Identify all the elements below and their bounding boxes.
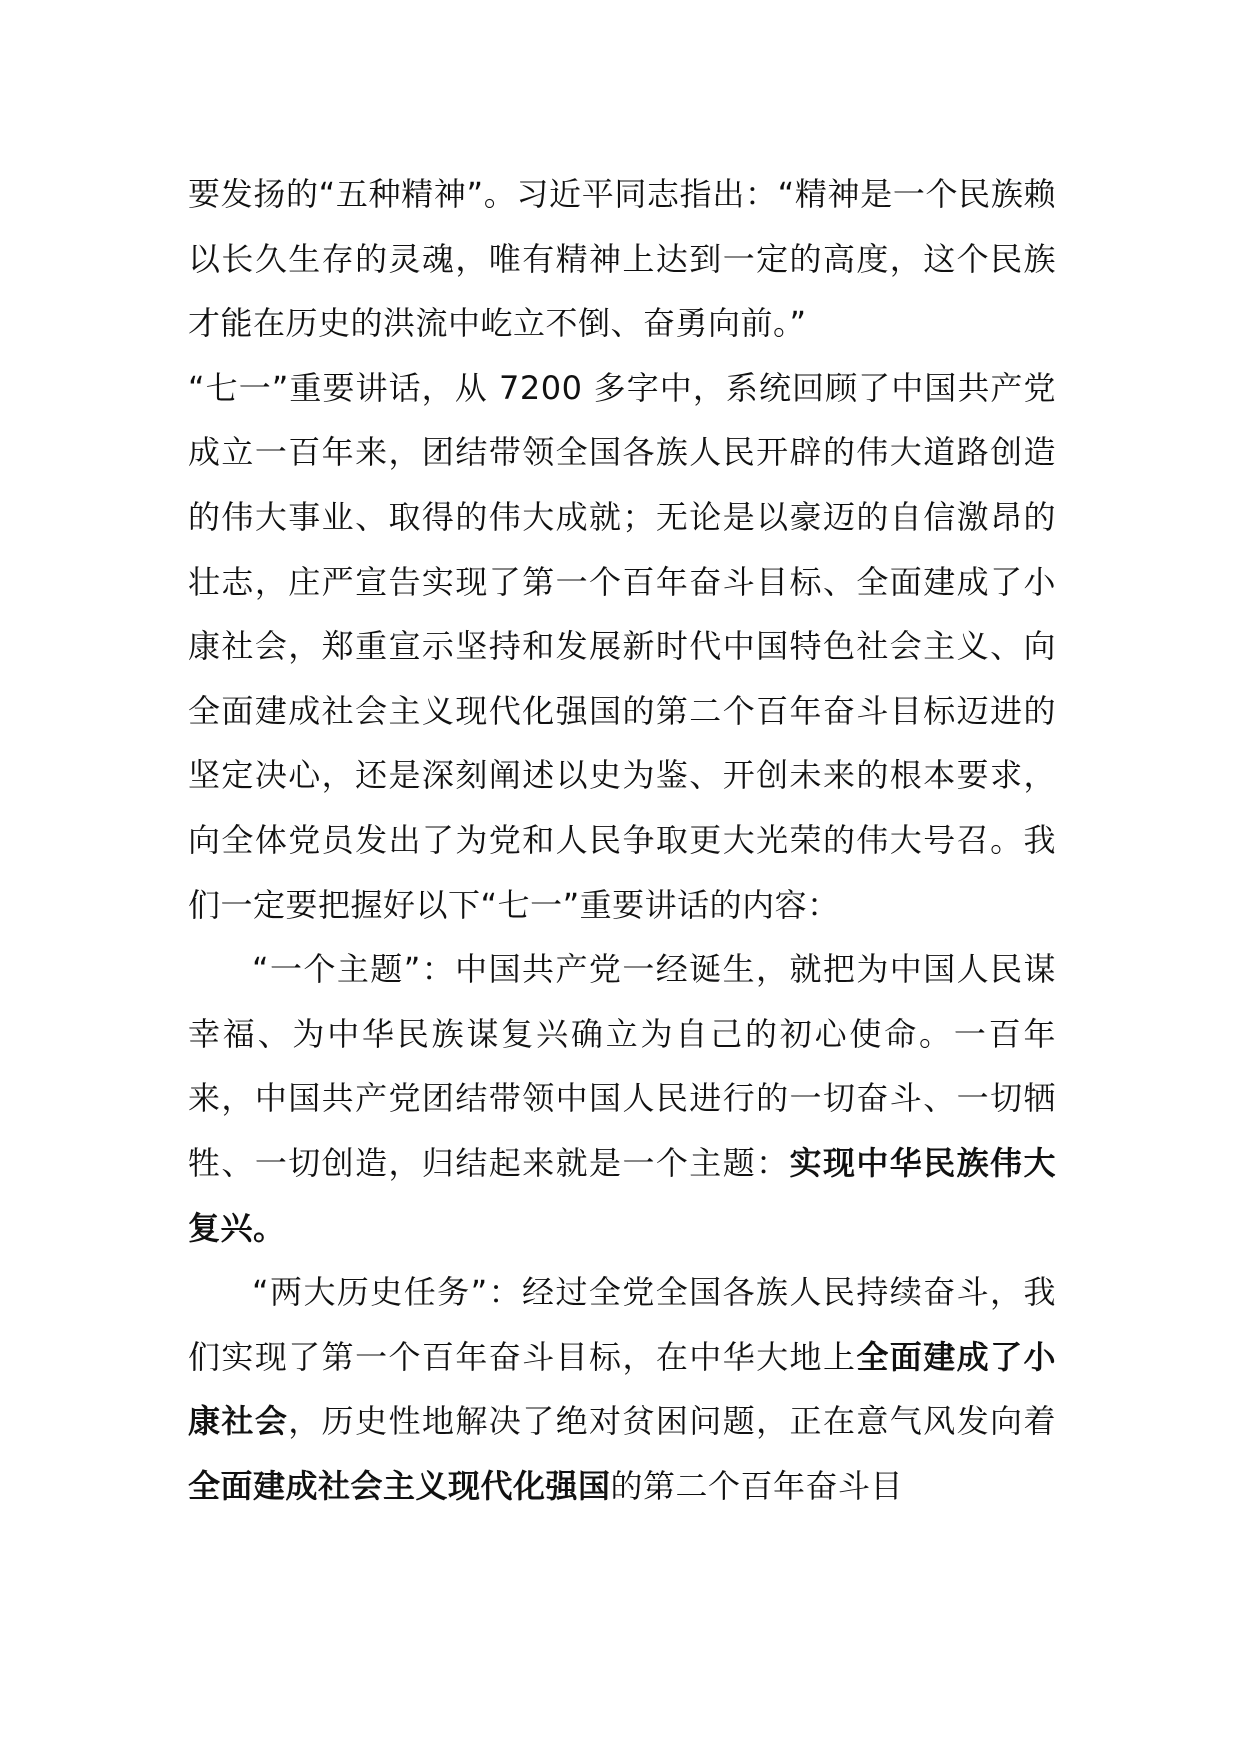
- text-segment: ，历史性地解决了绝对贫困问题，正在意气风发向着: [288, 1402, 1056, 1441]
- paragraph-1: [188, 162, 1056, 356]
- text-segment: 的第二个百年奋斗目: [610, 1466, 904, 1505]
- bold-text-segment: 全面建成了小康社会: [188, 1337, 1056, 1441]
- paragraph-4: [188, 1260, 1056, 1518]
- bold-text-segment: 实现中华民族伟大复兴。: [188, 1143, 1056, 1247]
- document-body: [188, 162, 1056, 1518]
- bold-text-segment: 全面建成社会主义现代化强国: [188, 1466, 611, 1505]
- text-segment: “一个主题”：中国共产党一经诞生，就把为中国人民谋幸福、为中华民族谋复兴确立为自己的初心使命。一百年来，中国共产党团结带领中国人民进行的一切奋斗、一切牺牲、一切创造，归结起来就是一个主题：: [188, 950, 1056, 1182]
- text-segment: 要发扬的“五种精神”。习近平同志指出：“精神是一个民族赖以长久生存的灵魂，唯有精神上达到一定的高度，这个民族才能在历史的洪流中屹立不倒、奋勇向前。”: [188, 175, 1056, 343]
- paragraph-2: [188, 356, 1056, 937]
- text-segment: “两大历史任务”：经过全党全国各族人民持续奋斗，我们实现了第一个百年奋斗目标，在中华大地上: [188, 1273, 1056, 1376]
- text-segment: “七一”重要讲话，从 7200 多字中，系统回顾了中国共产党成立一百年来，团结带领全国各族人民开辟的伟大道路创造的伟大事业、取得的伟大成就；无论是以豪迈的自信激昂的壮志，庄严宣告实现了第一个百年奋斗目标、全面建成了小康社会，郑重宣示坚持和发展新时代中国特色社会主义、向全面建成社会主义现代化强国的第二个百年奋斗目标迈进的坚定决心，还是深刻阐述以史为鉴、开创未来的根本要求，向全体党员发出了为党和人民争取更大光荣的伟大号召。我们一定要把握好以下“七一”重要讲话的内容：: [188, 368, 1056, 924]
- paragraph-3: [188, 937, 1056, 1260]
